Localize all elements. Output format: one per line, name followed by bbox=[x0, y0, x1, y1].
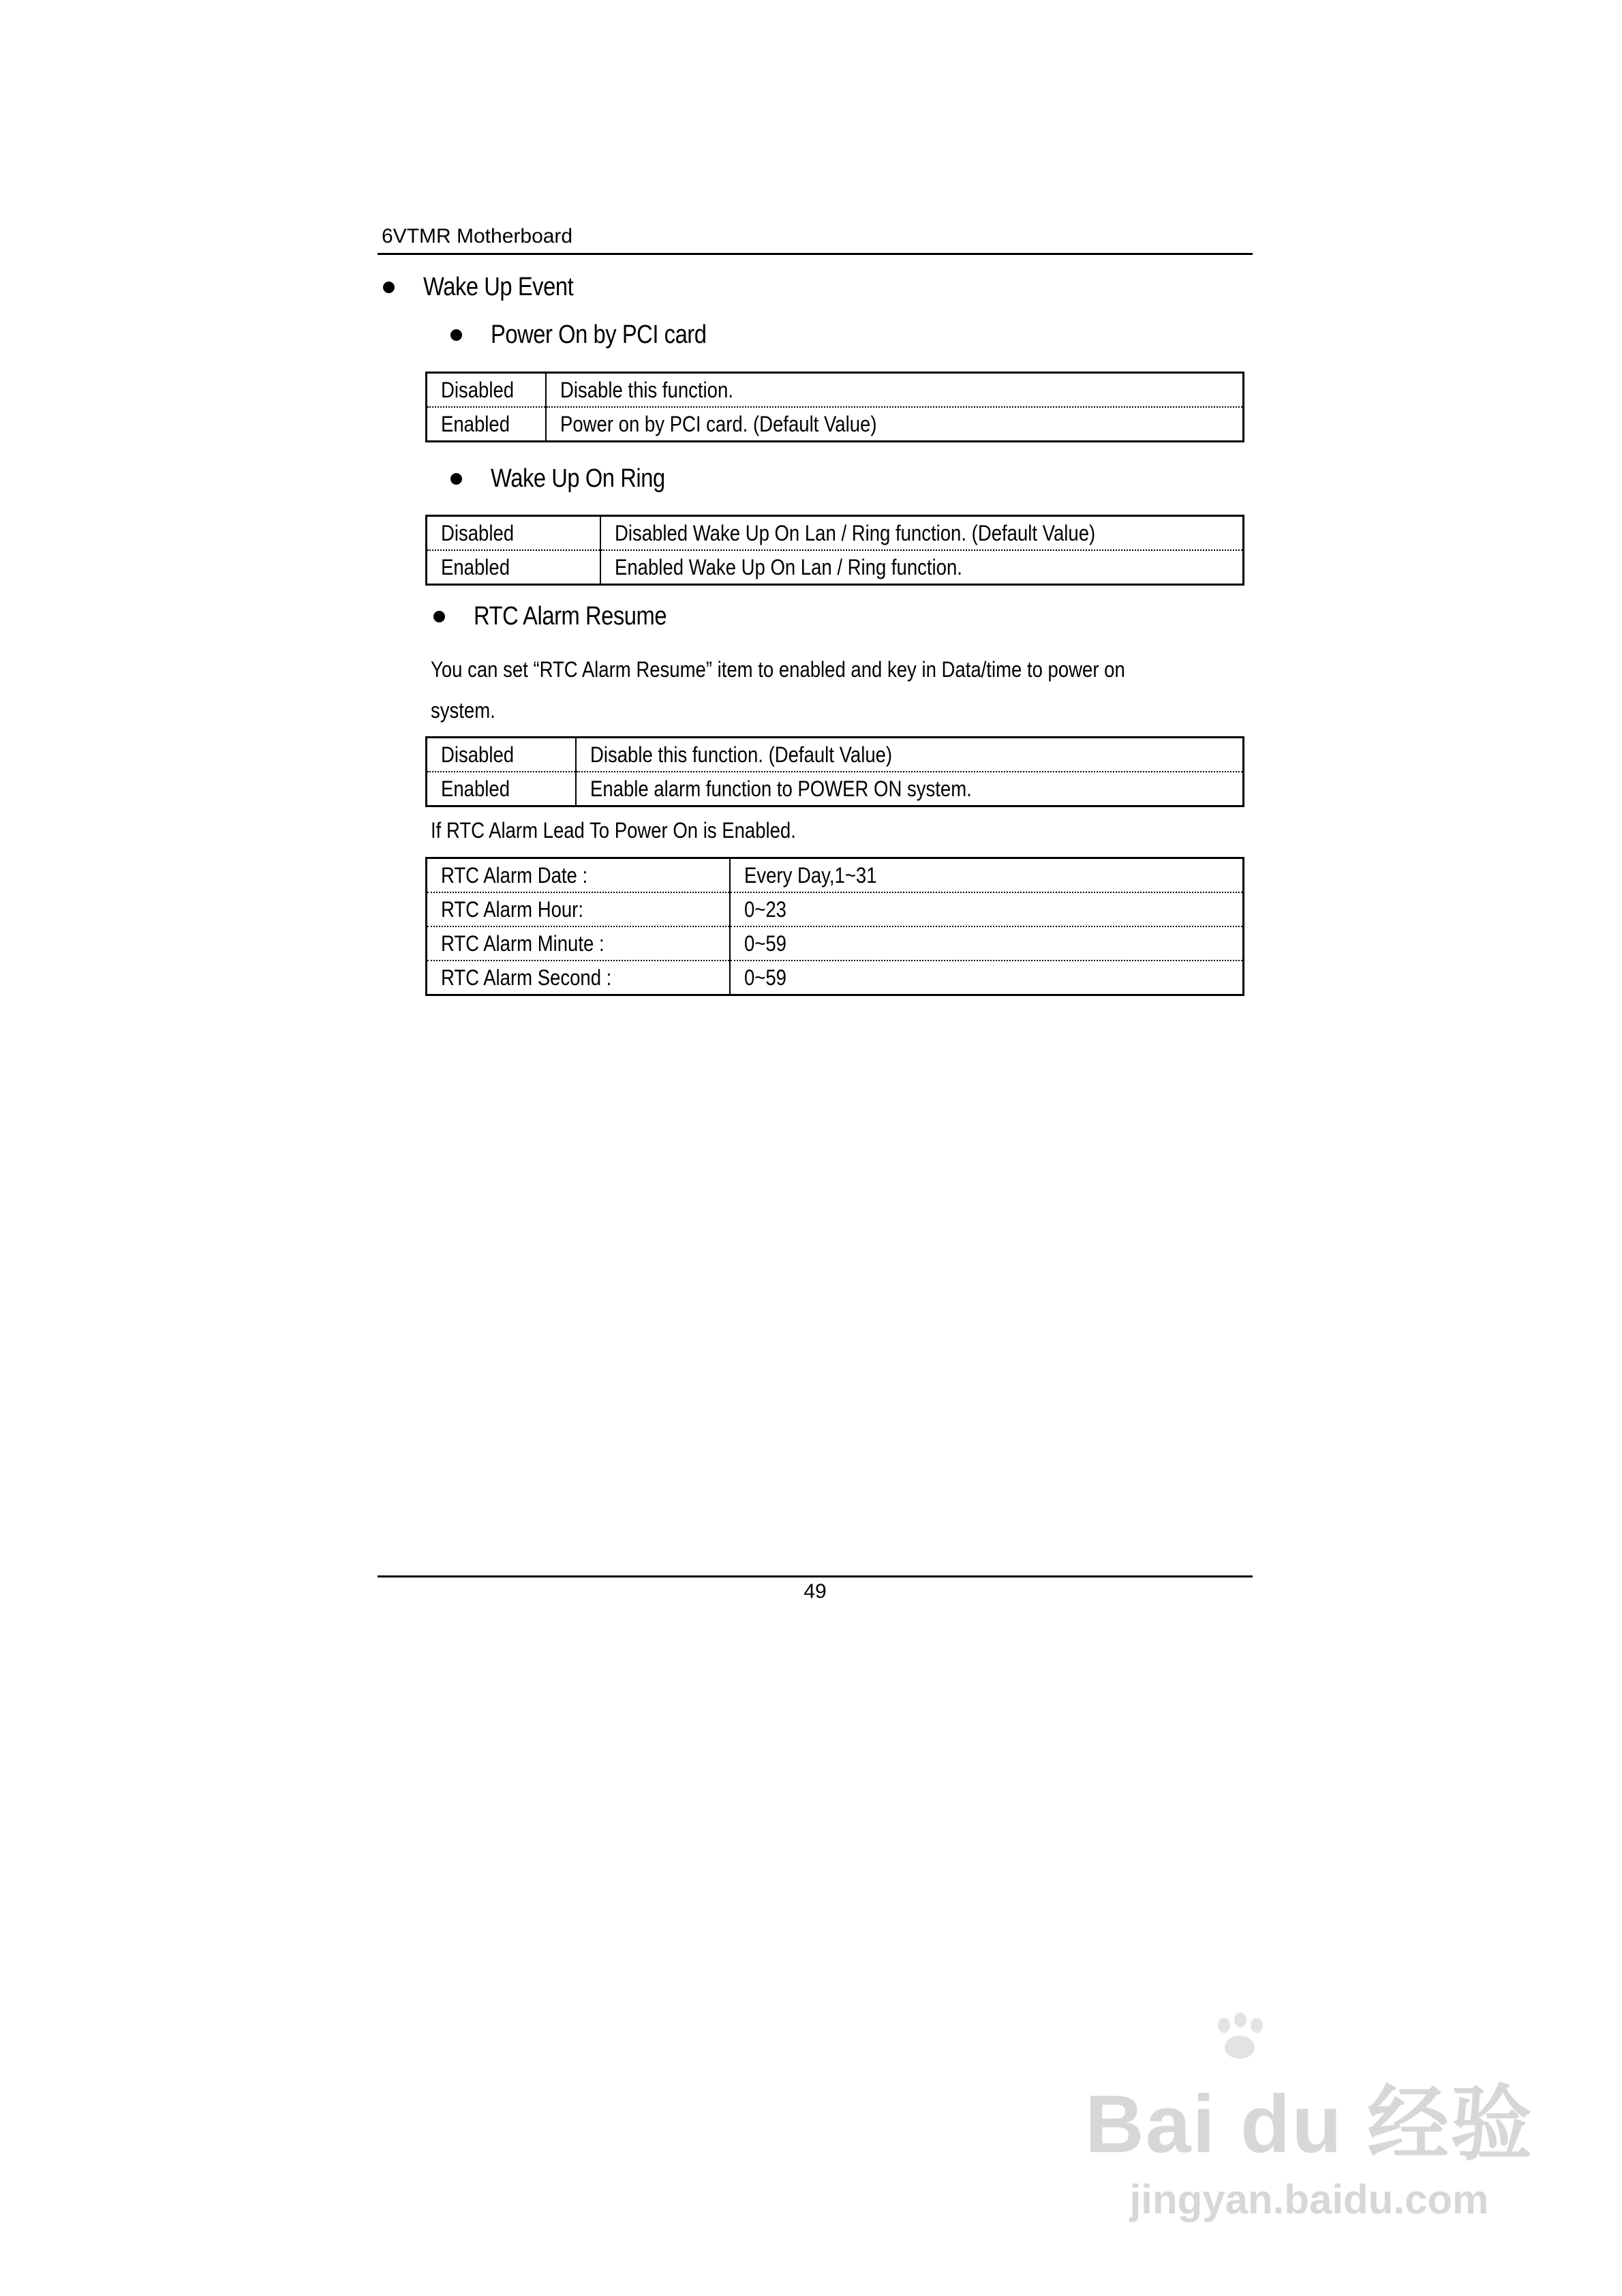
alarm-label: RTC Alarm Minute : bbox=[441, 931, 605, 956]
subsection-title-rtc: RTC Alarm Resume bbox=[474, 602, 667, 631]
alarm-value: Every Day,1~31 bbox=[744, 862, 877, 888]
option-label: Disabled bbox=[441, 742, 515, 767]
table-row bbox=[427, 961, 1244, 995]
rtc-description-line1: You can set “RTC Alarm Resume” item to enabled and key in Data/time to power on bbox=[431, 657, 1125, 682]
subsection-title-pci: Power On by PCI card bbox=[491, 320, 707, 349]
ring-options-table bbox=[425, 515, 1244, 586]
table-row bbox=[427, 407, 1244, 442]
rtc-note: If RTC Alarm Lead To Power On is Enabled. bbox=[431, 818, 796, 843]
table-row bbox=[427, 738, 1244, 772]
alarm-label: RTC Alarm Second : bbox=[441, 965, 612, 990]
option-label: Disabled bbox=[441, 520, 515, 545]
option-description: Disabled Wake Up On Lan / Ring function. (Default Value) bbox=[614, 520, 1095, 545]
option-label: Enabled bbox=[441, 776, 510, 801]
alarm-value: 0~23 bbox=[744, 896, 786, 922]
subsection-heading-pci bbox=[450, 320, 741, 350]
subsection-heading-rtc bbox=[433, 602, 698, 631]
alarm-label: RTC Alarm Hour: bbox=[441, 896, 583, 922]
table-row bbox=[427, 373, 1244, 408]
option-label: Enabled bbox=[441, 554, 510, 579]
footer-divider bbox=[378, 1575, 1253, 1577]
table-row bbox=[427, 858, 1244, 893]
pci-options-table bbox=[425, 372, 1244, 442]
section-heading bbox=[383, 273, 598, 302]
page-number: 49 bbox=[804, 1580, 827, 1603]
bullet-icon bbox=[450, 473, 462, 485]
option-label: Enabled bbox=[441, 411, 510, 436]
option-description: Disable this function. bbox=[560, 377, 733, 402]
alarm-value: 0~59 bbox=[744, 931, 786, 956]
bullet-icon bbox=[433, 611, 445, 622]
watermark-url: jingyan.baidu.com bbox=[1129, 2177, 1489, 2222]
alarm-label: RTC Alarm Date : bbox=[441, 862, 588, 888]
alarm-value: 0~59 bbox=[744, 965, 786, 990]
rtc-options-table bbox=[425, 736, 1244, 807]
option-label: Disabled bbox=[441, 377, 515, 402]
rtc-alarm-table bbox=[425, 857, 1244, 996]
baidu-watermark bbox=[1085, 2059, 1533, 2223]
subsection-heading-ring bbox=[450, 464, 693, 494]
table-row bbox=[427, 772, 1244, 806]
table-row bbox=[427, 926, 1244, 961]
section-title: Wake Up Event bbox=[423, 273, 574, 301]
option-description: Enable alarm function to POWER ON system. bbox=[590, 776, 972, 801]
option-description: Disable this function. (Default Value) bbox=[590, 742, 892, 767]
table-row bbox=[427, 892, 1244, 926]
header-title: 6VTMR Motherboard bbox=[382, 225, 573, 247]
paw-icon bbox=[1211, 2018, 1266, 2072]
table-row bbox=[427, 550, 1244, 585]
watermark-logo: Bai du 经验 bbox=[1084, 2079, 1533, 2170]
bullet-icon bbox=[383, 282, 395, 293]
subsection-title-ring: Wake Up On Ring bbox=[491, 464, 665, 493]
option-description: Power on by PCI card. (Default Value) bbox=[560, 411, 876, 436]
bullet-icon bbox=[450, 329, 462, 341]
header-divider bbox=[378, 253, 1253, 255]
option-description: Enabled Wake Up On Lan / Ring function. bbox=[614, 554, 962, 579]
rtc-description-line2: system. bbox=[431, 698, 495, 723]
table-row bbox=[427, 516, 1244, 551]
